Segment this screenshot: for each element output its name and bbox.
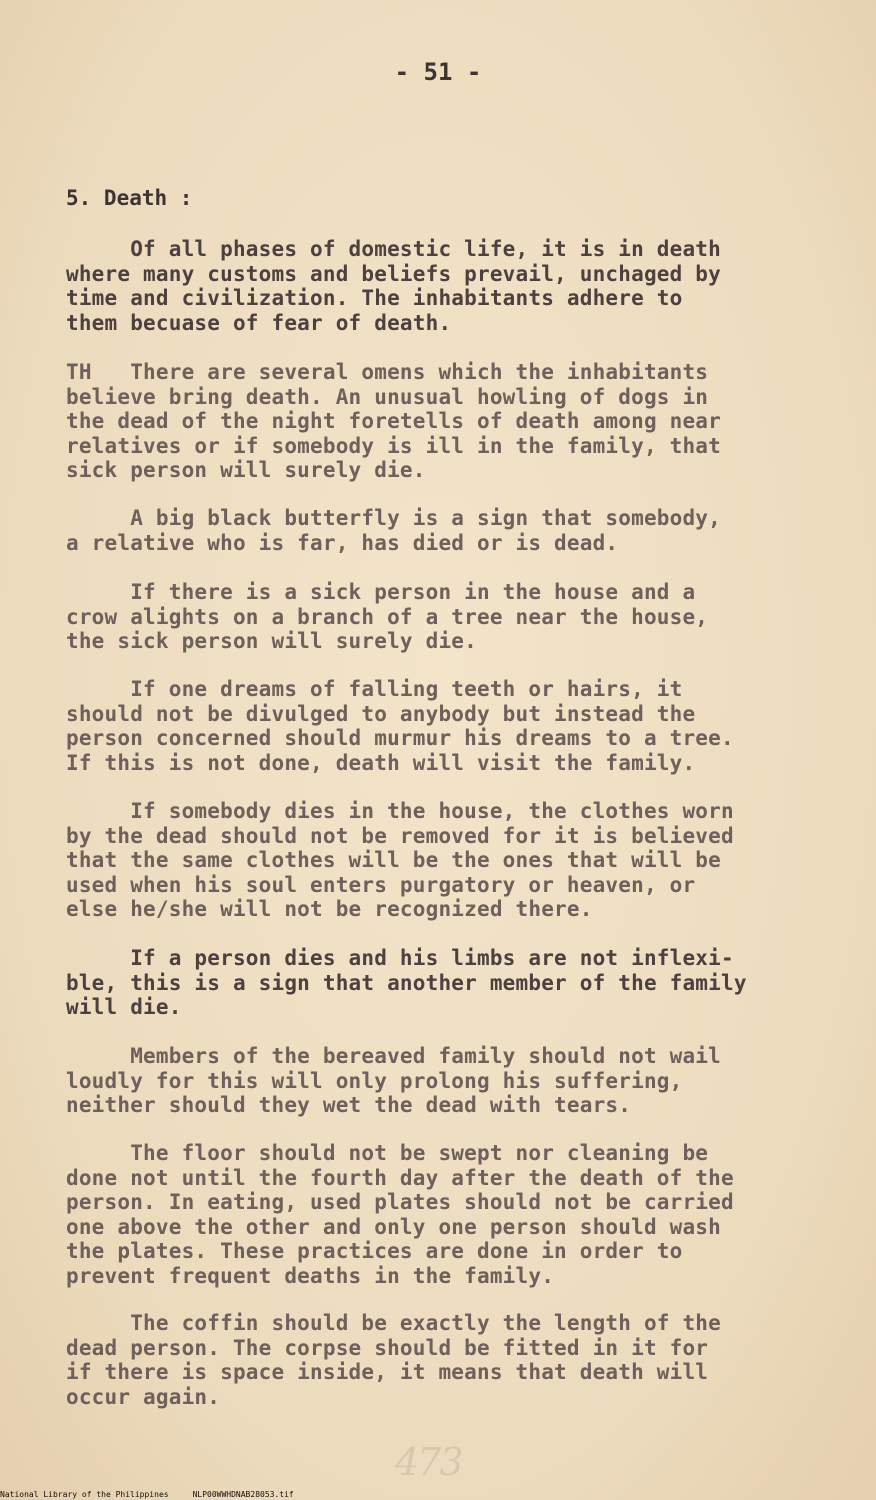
text-line: Members of the bereaved family should not wail	[66, 1044, 721, 1068]
text-line: If one dreams of falling teeth or hairs, it	[66, 677, 683, 701]
text-line: will die.	[66, 995, 182, 1019]
text-line: If somebody dies in the house, the clothes worn	[66, 799, 734, 823]
paragraph-7	[66, 946, 846, 1020]
paragraph-8	[66, 1044, 846, 1118]
text-line: If there is a sick person in the house and a	[66, 580, 696, 604]
footer-institution: National Library of the Philippines	[0, 1490, 169, 1499]
text-line: used when his soul enters purgatory or heaven, or	[66, 872, 696, 897]
text-line: that the same clothes will be the ones that will be	[66, 848, 721, 872]
section-heading: 5. Death :	[66, 186, 193, 210]
paragraph-9	[66, 1141, 846, 1288]
text-line: prevent frequent deaths in the family.	[66, 1263, 555, 1288]
paragraph-1	[66, 237, 846, 335]
text-line: The floor should not be swept nor cleaning be	[66, 1141, 709, 1165]
text-line: ble, this is a sign that another member of the family	[66, 970, 747, 995]
text-line: if there is space inside, it means that death will	[66, 1360, 709, 1384]
text-line: Of all phases of domestic life, it is in death	[66, 237, 721, 261]
paragraph-2	[66, 360, 846, 483]
text-line: believe bring death. An unusual howling of dogs in	[66, 384, 709, 409]
text-line: loudly for this will only prolong his suffering,	[66, 1068, 683, 1093]
text-line: the plates. These practices are done in order to	[66, 1239, 683, 1263]
text-line: should not be divulged to anybody but instead the	[66, 701, 696, 726]
text-line: crow alights on a branch of a tree near the house,	[66, 604, 709, 629]
text-line: one above the other and only one person should wash	[66, 1214, 721, 1239]
footer-file-id: NLP00WWHDNAB28053.tif	[192, 1490, 294, 1499]
text-line: them becuase of fear of death.	[66, 310, 452, 335]
text-line: If this is not done, death will visit the family.	[66, 750, 696, 775]
text-line: by the dead should not be removed for it is believed	[66, 823, 734, 848]
paragraph-5	[66, 677, 846, 775]
text-line: TH There are several omens which the inhabitants	[66, 360, 709, 384]
paragraph-4	[66, 580, 846, 654]
text-line: relatives or if somebody is ill in the family, that	[66, 433, 721, 458]
text-line: sick person will surely die.	[66, 458, 426, 482]
text-line: done not until the fourth day after the death of the	[66, 1165, 734, 1190]
text-line: a relative who is far, has died or is dead.	[66, 530, 619, 555]
text-line: the dead of the night foretells of death among near	[66, 409, 721, 433]
text-line: neither should they wet the dead with tears.	[66, 1093, 632, 1117]
scan-footer	[0, 1490, 876, 1500]
paragraph-6	[66, 799, 846, 922]
page-number: - 51 -	[394, 58, 482, 86]
text-line: A big black butterfly is a sign that somebody,	[66, 506, 721, 530]
text-line: occur again.	[66, 1384, 221, 1409]
text-line: where many customs and beliefs prevail, unchaged by	[66, 261, 721, 286]
paragraph-10	[66, 1311, 846, 1409]
paragraph-3	[66, 506, 846, 555]
text-line: else he/she will not be recognized there.	[66, 897, 593, 921]
text-line: the sick person will surely die.	[66, 629, 477, 653]
text-line: dead person. The corpse should be fitted in it for	[66, 1335, 709, 1360]
text-line: person concerned should murmur his dreams to a tree.	[66, 726, 734, 750]
text-line: If a person dies and his limbs are not inflexi-	[66, 946, 734, 970]
text-line: The coffin should be exactly the length of the	[66, 1311, 721, 1335]
text-line: person. In eating, used plates should not be carried	[66, 1190, 734, 1214]
handwritten-page-number: 473	[395, 1440, 462, 1484]
text-line: time and civilization. The inhabitants adhere to	[66, 286, 683, 310]
